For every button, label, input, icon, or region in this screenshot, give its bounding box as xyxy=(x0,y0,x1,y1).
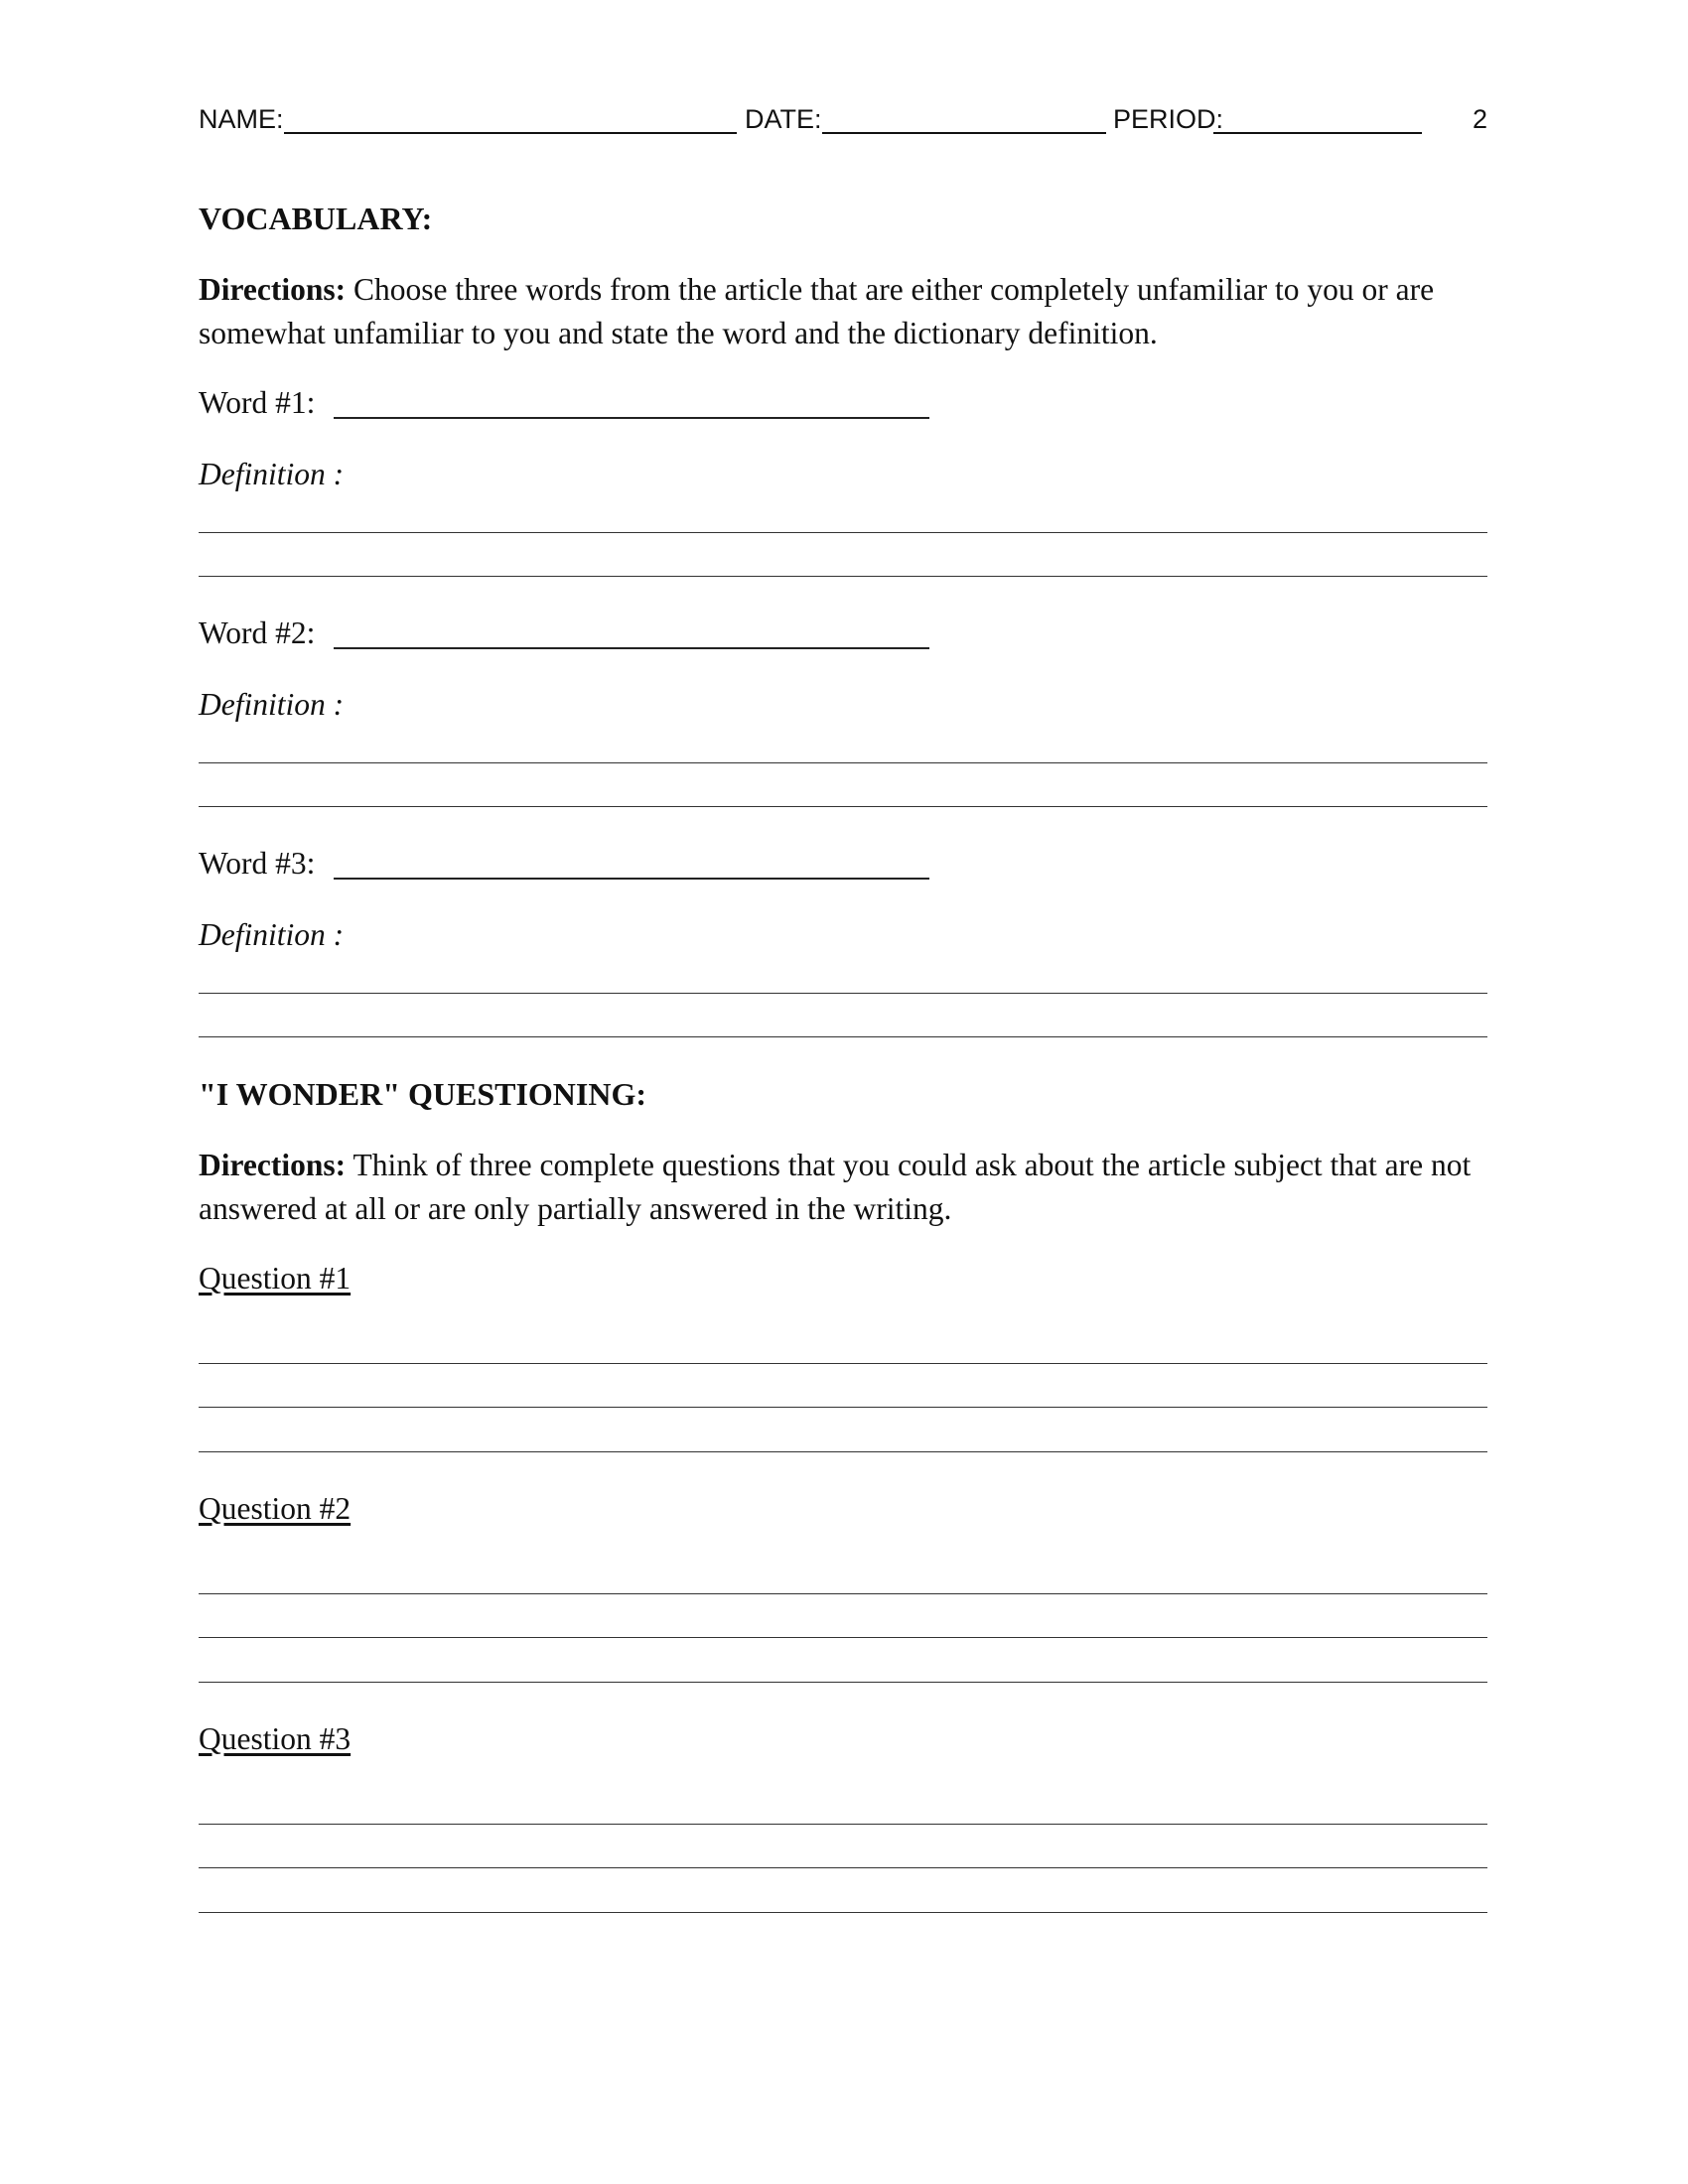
word-3-label: Word #3: xyxy=(199,846,316,881)
question-3-line-3[interactable] xyxy=(199,1912,1487,1913)
word-2-blank[interactable] xyxy=(334,647,929,649)
date-label: DATE: xyxy=(745,104,822,134)
question-2-label: Question #2 xyxy=(199,1491,352,1526)
vocabulary-directions-label: Directions: xyxy=(199,272,347,307)
header xyxy=(199,101,1487,137)
period-blank[interactable] xyxy=(1213,132,1422,134)
name-label: NAME: xyxy=(199,104,284,134)
question-2-line-3[interactable] xyxy=(199,1682,1487,1683)
word-1-label: Word #1: xyxy=(199,385,316,420)
question-2-line-2[interactable] xyxy=(199,1637,1487,1638)
definition-2-line-2[interactable] xyxy=(199,806,1487,807)
name-blank[interactable] xyxy=(284,132,737,134)
questioning-directions-label: Directions: xyxy=(199,1148,347,1182)
period-label: PERIOD: xyxy=(1113,104,1224,134)
questioning-directions xyxy=(199,1144,1489,1231)
question-3-label: Question #3 xyxy=(199,1721,352,1756)
question-1-line-2[interactable] xyxy=(199,1407,1487,1408)
questioning-directions-text: Think of three complete questions that you could ask about the article subject that are not answered at all or are only partially answered in the writing. xyxy=(199,1148,1472,1226)
question-3-line-1[interactable] xyxy=(199,1824,1487,1825)
question-1-line-3[interactable] xyxy=(199,1451,1487,1452)
question-1-line-1[interactable] xyxy=(199,1363,1487,1364)
question-1-label: Question #1 xyxy=(199,1261,352,1296)
word-1-blank[interactable] xyxy=(334,417,929,419)
date-blank[interactable] xyxy=(822,132,1106,134)
vocabulary-directions xyxy=(199,268,1489,355)
definition-3-label: Definition : xyxy=(199,917,345,952)
vocabulary-directions-text: Choose three words from the article that are either completely unfamiliar to you or are somewhat unfamiliar to you and state the word and the dictionary definition. xyxy=(199,272,1435,350)
definition-1-line-1[interactable] xyxy=(199,532,1487,533)
question-2-line-1[interactable] xyxy=(199,1593,1487,1594)
vocabulary-heading: VOCABULARY: xyxy=(199,201,433,236)
word-2-label: Word #2: xyxy=(199,615,316,650)
questioning-heading: "I WONDER" QUESTIONING: xyxy=(199,1076,647,1112)
definition-3-line-2[interactable] xyxy=(199,1036,1487,1037)
definition-2-line-1[interactable] xyxy=(199,762,1487,763)
definition-1-label: Definition : xyxy=(199,457,345,491)
definition-3-line-1[interactable] xyxy=(199,993,1487,994)
definition-1-line-2[interactable] xyxy=(199,576,1487,577)
question-3-line-2[interactable] xyxy=(199,1867,1487,1868)
word-3-blank[interactable] xyxy=(334,878,929,880)
definition-2-label: Definition : xyxy=(199,687,345,722)
page-number: 2 xyxy=(1472,104,1487,134)
